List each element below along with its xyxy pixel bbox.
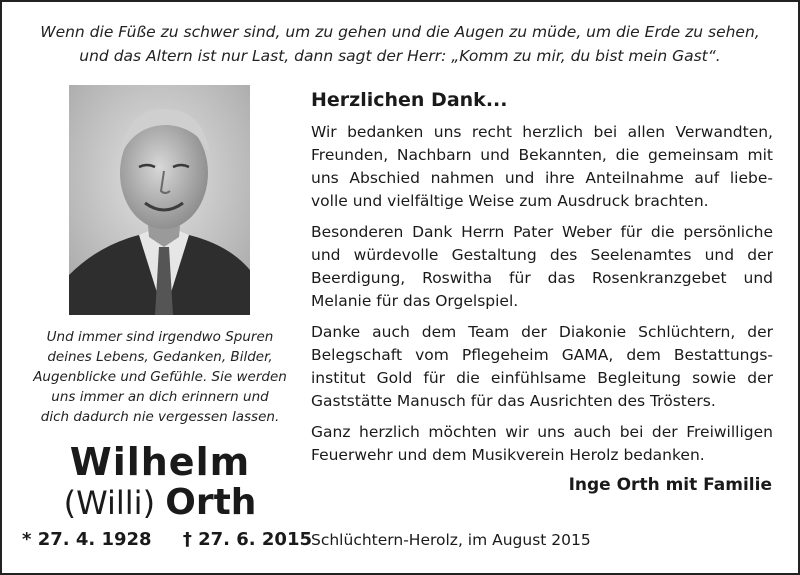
text-line: Melanie für das Orgelspiel. (311, 292, 519, 310)
signature: Inge Orth mit Familie (568, 475, 772, 495)
thanks-body (311, 121, 773, 475)
thanks-paragraph (311, 121, 773, 213)
text-line: institut Gold für die einfühlsame Begleitung sowie der (311, 369, 773, 387)
thanks-paragraph (311, 321, 773, 413)
death-symbol: † (182, 529, 192, 550)
text-line: Freunden, Nachbarn und Bekannten, die gemeinsam mit (311, 146, 773, 164)
deceased-last-name: Orth (165, 482, 257, 523)
text-line: und würdevolle Gestaltung des Seelenamtes und der (311, 246, 773, 264)
quote-line: Wenn die Füße zu schwer sind, um zu gehen und die Augen zu müde, um die Erde zu sehen, (40, 23, 760, 41)
place-date: Schlüchtern-Herolz, im August 2015 (311, 531, 591, 549)
life-dates (22, 527, 312, 553)
thanks-paragraph (311, 221, 773, 313)
memorial-poem (20, 327, 300, 427)
birth-date-group (22, 527, 152, 553)
text-line: uns Abschied nahmen und ihre Anteilnahme auf liebe- (311, 169, 773, 187)
text-line: Beerdigung, Roswitha für das Rosenkranzgebet und (311, 269, 773, 287)
thanks-heading: Herzlichen Dank... (311, 89, 508, 111)
text-line: Danke auch dem Team der Diakonie Schlüchtern, der (311, 323, 773, 341)
death-date-group (183, 527, 312, 553)
text-line: Besonderen Dank Herrn Pater Weber für die persönliche (311, 223, 773, 241)
text-line: Feuerwehr und dem Musikverein Herolz bedanken. (311, 446, 705, 464)
poem-line: uns immer an dich erinnern und (51, 389, 269, 405)
quote-line: und das Altern ist nur Last, dann sagt der Herr: „Komm zu mir, du bist mein Gast“. (79, 47, 721, 65)
poem-line: Augenblicke und Gefühle. Sie werden (33, 369, 287, 385)
deceased-name-line (20, 482, 300, 524)
portrait-photo (69, 85, 250, 315)
text-line: Ganz herzlich möchten wir uns auch bei der Freiwilligen (311, 423, 773, 441)
birth-symbol: * (22, 529, 32, 550)
death-date: 27. 6. 2015 (198, 529, 312, 550)
text-line: Wir bedanken uns recht herzlich bei allen Verwandten, (311, 123, 773, 141)
quote-block (20, 20, 780, 68)
poem-line: Und immer sind irgendwo Spuren (46, 329, 274, 345)
birth-date: 27. 4. 1928 (37, 529, 152, 550)
deceased-nickname: (Willi) (63, 484, 156, 522)
text-line: volle und vielfältige Weise zum Ausdruck brachten. (311, 192, 709, 210)
poem-line: dich dadurch nie vergessen lassen. (40, 409, 280, 425)
poem-line: deines Lebens, Gedanken, Bilder, (47, 349, 273, 365)
text-line: Belegschaft vom Pflegeheim GAMA, dem Bestattungs- (311, 346, 773, 364)
text-line: Gaststätte Manusch für das Ausrichten des Trösters. (311, 392, 716, 410)
thanks-paragraph (311, 421, 773, 467)
deceased-first-name: Wilhelm (69, 440, 251, 484)
portrait-icon (69, 85, 250, 315)
